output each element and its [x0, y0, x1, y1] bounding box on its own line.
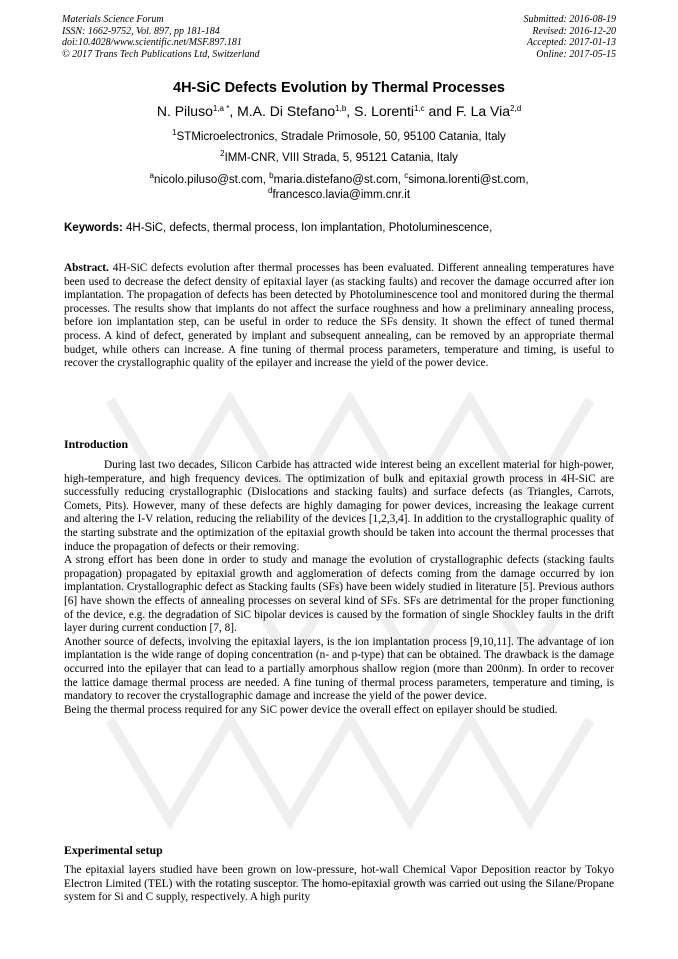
paragraph: During last two decades, Silicon Carbide has attracted wide interest being an excellent material for high-power, high-temperature, and high frequency devices. The optimization of bulk and epitaxial growth process in 4H-SiC are successfully reducing crystallographic (Dislocations and stacking faults) and surface defects (as Triangles, Carrots, Comets, Pits). However, many of these defects are highly damaging for power devices, increasing the leakage current and altering the I-V relation, reducing the reliability of the devices [1,2,3,4]. In addition to the crystallographic quality of the starting substrate and the optimization of the epitaxial growth should be taken into account the thermal processes that induce the propagation of defects or their removing.: [64, 459, 614, 553]
email-link[interactable]: simona.lorenti@st.com,: [408, 174, 529, 186]
journal-info: [62, 14, 260, 60]
issn-line: ISSN: 1662-9752, Vol. 897, pp 181-184: [62, 25, 220, 37]
abstract-label: Abstract.: [64, 262, 109, 274]
abstract: [64, 262, 614, 371]
accepted-date: Accepted: 2017-01-13: [526, 37, 616, 48]
keywords: [64, 222, 624, 234]
email-sup: a: [149, 171, 154, 180]
email-sup: d: [267, 186, 273, 195]
keywords-text: 4H-SiC, defects, thermal process, Ion implantation, Photoluminescence,: [126, 222, 493, 234]
experimental-heading: Experimental setup: [64, 843, 163, 857]
abstract-text: 4H-SiC defects evolution after thermal processes has been evaluated. Different annealing temperatures have been used to decrease the defect density of epitaxial layer (as stacking faults) and recover the damage occurred after ion implantation. The propagation of defects has been detected by Photoluminescence tool and monitored during the thermal processes. The results show that implants do not affect the surface roughness and how a preliminary annealing process, before ion implantation step, can be useful in order to reduce the SFs density. It shown the effect of tuned thermal process. A kind of defect, generated by implant and subsequent annealing, can be removed by an appropriate thermal budget, while others can increase. A fine tuning of thermal process parameters, temperature and timing, is useful to recover the crystallographic quality of the epilayer and increase the yield of the power device.: [64, 262, 614, 370]
online-date: Online: 2017-05-15: [536, 48, 616, 60]
paragraph: A strong effort has been done in order to study and manage the evolution of crystallographic defects (stacking faults propagation) propagated by epitaxial growth and agglomeration of defects coming from the damage occurred by ion implantation. Crystallographic defect as Stacking faults (SFs) have been widely studied in literature [5]. Previous authors [6] have shown the effects of annealing processes on several kind of SFs. SFs are detrimental for the proper functioning of the device, e.g. the degradation of SiC bipolar devices is caused by the formation of single Shockley faults in the drift layer during current conduction [7, 8].: [64, 554, 614, 635]
paragraph: The epitaxial layers studied have been grown on low-pressure, hot-wall Chemical Vapor Deposition reactor by Tokyo Electron Limited (TEL) with the rotating susceptor. The homo-epitaxial growth was carried out using the Silane/Propane system for Si and C supply, respectively. A high purity: [64, 864, 614, 904]
introduction-body: [64, 459, 614, 717]
doi-line: doi:10.4028/www.scientific.net/MSF.897.181: [62, 37, 242, 48]
author-name: F. La Via: [455, 103, 511, 119]
affiliation-2: [0, 149, 678, 164]
author-sup: 1,c: [414, 104, 425, 113]
author-list: [0, 103, 678, 119]
author-sep: and: [424, 103, 456, 119]
affiliation-1: [0, 128, 678, 143]
author-sup: 1,a *: [212, 104, 230, 113]
email-link[interactable]: francesco.lavia@imm.cnr.it: [272, 189, 411, 201]
revised-date: Revised: 2016-12-20: [532, 25, 616, 37]
author-sep: ,: [229, 103, 238, 119]
author-sep: ,: [346, 103, 355, 119]
experimental-body: [64, 864, 614, 905]
affiliation-text: IMM-CNR, VIII Strada, 5, 95121 Catania, Italy: [224, 152, 458, 164]
affiliation-sup: 1: [172, 128, 177, 137]
email-link[interactable]: maria.distefano@st.com,: [273, 174, 405, 186]
author-sup: 1,b: [335, 104, 347, 113]
email-sup: b: [269, 171, 274, 180]
email-line-2: [0, 186, 678, 201]
keywords-label: Keywords:: [64, 222, 123, 234]
author-name: M.A. Di Stefano: [237, 103, 336, 119]
copyright-line: © 2017 Trans Tech Publications Ltd, Switzerland: [62, 48, 260, 60]
paragraph: Being the thermal process required for any SiC power device the overall effect on epilayer should be studied.: [64, 703, 558, 716]
author-name: S. Lorenti: [354, 103, 414, 119]
journal-name: Materials Science Forum: [62, 14, 164, 25]
affiliation-sup: 2: [220, 149, 225, 158]
affiliation-text: STMicroelectronics, Stradale Primosole, 50, 95100 Catania, Italy: [176, 131, 506, 143]
author-sup: 2,d: [510, 104, 522, 113]
introduction-heading: Introduction: [64, 437, 129, 451]
email-line-1: [0, 171, 678, 186]
submitted-date: Submitted: 2016-08-19: [523, 14, 616, 25]
publication-dates: [524, 14, 617, 60]
paragraph: Another source of defects, involving the epitaxial layers, is the ion implantation process [9,10,11]. The advantage of ion implantation is the wide range of doping concentration (n- and p-type) that can be obtained. The drawback is the damage occurred into the epilayer that can lead to a partially amorphous shallow region (more than 200nm). In order to recover the lattice damage thermal process are needed. A fine tuning of thermal process parameters, temperature and timing, is mandatory to recover the crystallographic damage and increase the yield of the power device.: [64, 635, 614, 703]
email-sup: c: [404, 171, 409, 180]
author-name: N. Piluso: [156, 103, 213, 119]
paper-title: 4H-SiC Defects Evolution by Thermal Processes: [173, 80, 505, 96]
email-link[interactable]: nicolo.piluso@st.com,: [153, 174, 270, 186]
